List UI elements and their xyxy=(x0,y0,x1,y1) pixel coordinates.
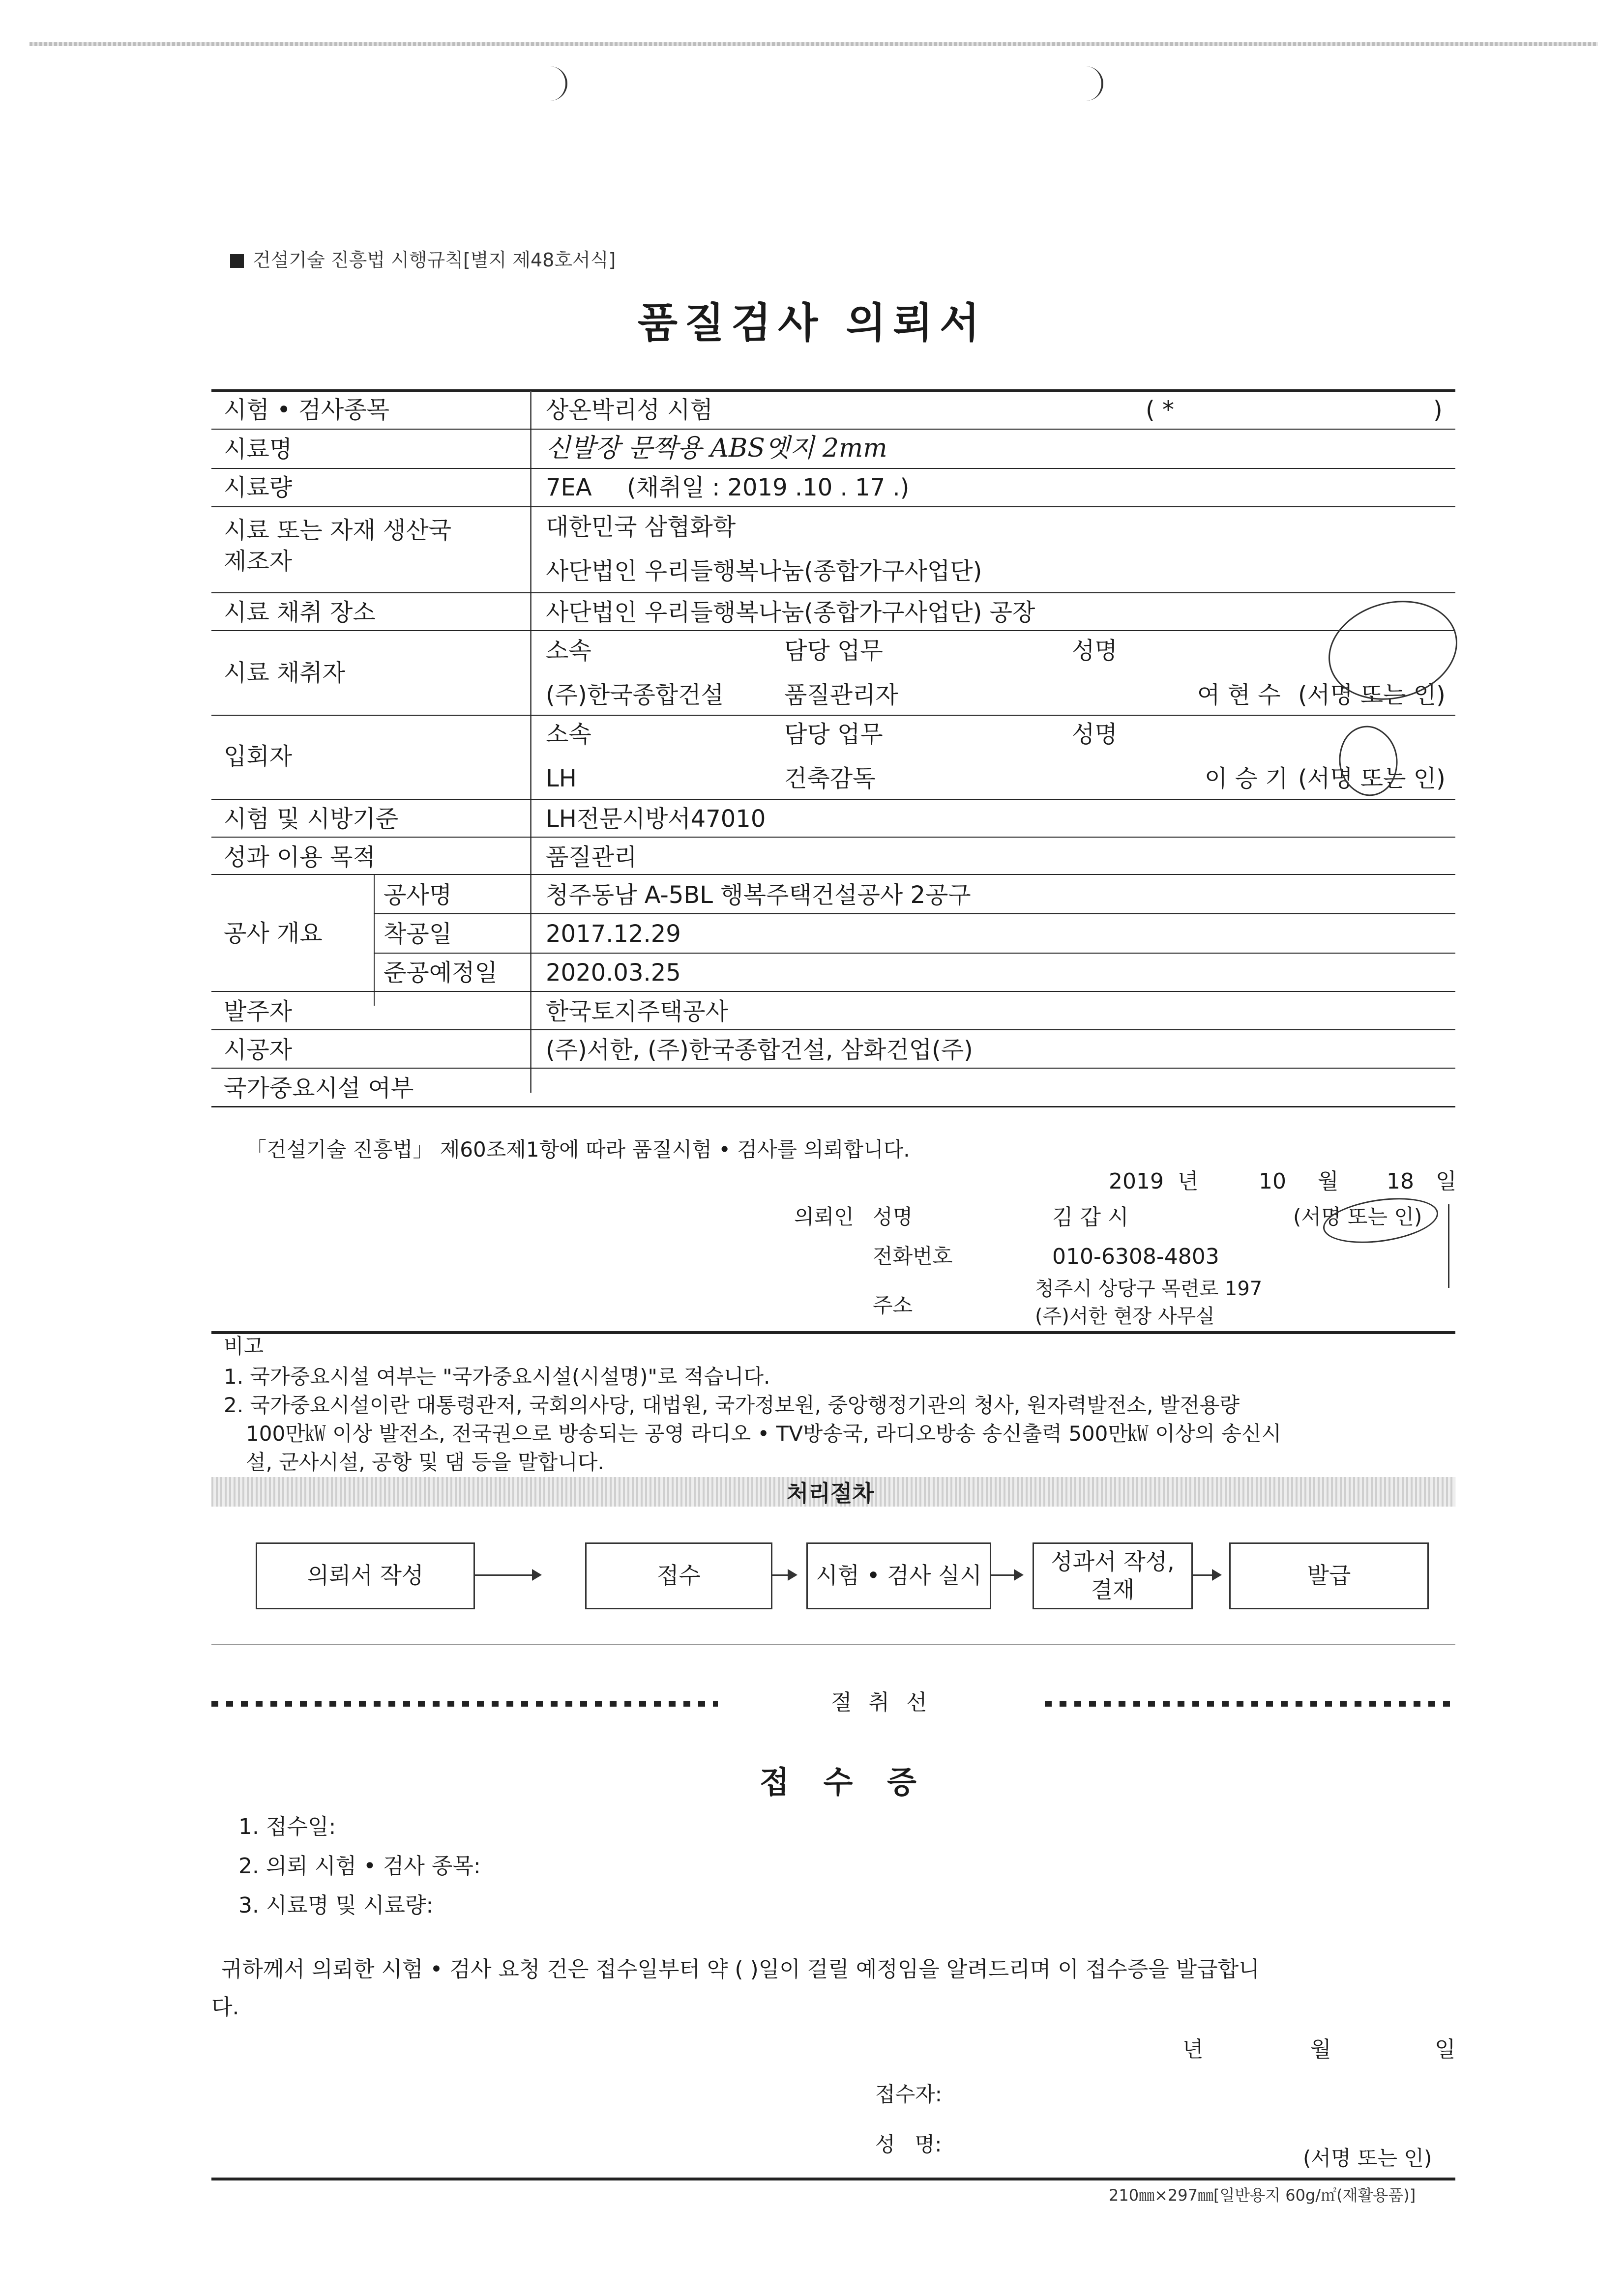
witness-label: 입회자 xyxy=(224,743,293,770)
section-divider xyxy=(211,1644,1455,1645)
witness-duty: 건축감독 xyxy=(784,765,876,792)
sampler-header-affiliation: 소속 xyxy=(546,637,591,665)
process-step-issue: 발급 xyxy=(1229,1542,1429,1609)
witness-sign-label: (서명 또는 인) xyxy=(1298,765,1446,792)
paper-spec-footer: 210㎜×297㎜[일반용지 60g/㎡(재활용품)] xyxy=(1109,2186,1416,2205)
signature-stroke xyxy=(1448,1204,1449,1288)
receiver-sign-label: (서명 또는 인) xyxy=(1303,2146,1432,2170)
request-statement: 「건설기술 진흥법」 제60조제1항에 따라 품질시험 • 검사를 의뢰합니다. xyxy=(246,1137,910,1162)
completion-date-label: 준공예정일 xyxy=(384,959,498,987)
requester-phone-label: 전화번호 xyxy=(873,1244,953,1268)
start-date-value: 2017.12.29 xyxy=(546,920,681,948)
process-step-report: 성과서 작성, 결재 xyxy=(1033,1542,1193,1609)
sampler-header-name: 성명 xyxy=(1072,637,1118,665)
cut-line-label: 절 취 선 xyxy=(831,1690,932,1715)
receipt-year-unit: 년 xyxy=(1182,2037,1204,2062)
receipt-item-test: 2. 의뢰 시험 • 검사 종목: xyxy=(238,1854,481,1879)
receipt-title: 접 수 증 xyxy=(760,1764,928,1800)
client-label: 발주자 xyxy=(224,998,293,1025)
sample-date: (채취일 : 2019 .10 . 17 .) xyxy=(627,474,910,501)
requester-address-line1: 청주시 상당구 목련로 197 xyxy=(1035,1278,1263,1300)
overview-label: 공사 개요 xyxy=(224,920,323,947)
note-2-line-3: 설, 군사시설, 공항 및 댐 등을 말합니다. xyxy=(246,1450,604,1474)
sampler-sign-label: (서명 또는 인) xyxy=(1298,681,1446,709)
location-value: 사단법인 우리들행복나눔(종합가구사업단) 공장 xyxy=(546,599,1035,626)
sample-qty-value: 7EA xyxy=(546,474,592,501)
test-item-value: 상온박리성 시험 xyxy=(546,396,713,424)
column-divider xyxy=(374,874,375,1006)
requester-phone: 010-6308-4803 xyxy=(1052,1244,1219,1269)
dashed-cut-line xyxy=(1045,1701,1455,1707)
request-day-unit: 일 xyxy=(1436,1169,1457,1194)
request-year: 2019 xyxy=(1109,1169,1164,1194)
notes-heading: 비고 xyxy=(224,1334,264,1358)
sample-name-value: 신발장 문짝용 ABS엣지 2mm xyxy=(546,434,887,463)
witness-name: 이 승 기 xyxy=(1205,765,1288,792)
table-top-border xyxy=(211,389,1455,392)
manufacturer-value: 사단법인 우리들행복나눔(종합가구사업단) xyxy=(546,557,982,585)
sampler-affiliation: (주)한국종합건설 xyxy=(546,681,724,709)
requester-address-label: 주소 xyxy=(873,1293,913,1317)
national-facility-label: 국가중요시설 여부 xyxy=(224,1075,414,1102)
arrow-right-icon xyxy=(990,1574,1022,1576)
arrow-right-icon xyxy=(473,1574,540,1576)
start-date-label: 착공일 xyxy=(384,920,452,948)
sampler-label: 시료 채취자 xyxy=(224,659,346,687)
process-step-receipt: 접수 xyxy=(585,1542,772,1609)
test-item-paren: ( * xyxy=(1146,396,1174,424)
square-bullet-icon xyxy=(230,254,244,268)
receipt-item-date: 1. 접수일: xyxy=(238,1814,336,1839)
witness-header-affiliation: 소속 xyxy=(546,721,591,748)
request-day: 18 xyxy=(1387,1169,1414,1194)
requester-address-line2: (주)서한 현장 사무실 xyxy=(1035,1305,1215,1328)
document-title: 품질검사 의뢰서 xyxy=(637,299,987,347)
form-reference: 건설기술 진흥법 시행규칙[별지 제48호서식] xyxy=(230,245,616,272)
test-item-paren-close: ) xyxy=(1433,396,1443,424)
binding-hole-mark xyxy=(536,66,567,101)
project-name-label: 공사명 xyxy=(384,881,452,909)
contractor-label: 시공자 xyxy=(224,1036,293,1064)
binding-hole-mark xyxy=(1072,66,1103,101)
manufacturer-label: 제조자 xyxy=(224,548,293,575)
arrow-right-icon xyxy=(1191,1574,1220,1576)
request-year-unit: 년 xyxy=(1178,1169,1199,1194)
witness-header-duty: 담당 업무 xyxy=(784,721,883,748)
location-label: 시료 채취 장소 xyxy=(224,599,376,626)
origin-label: 시료 또는 자재 생산국 xyxy=(224,517,452,544)
request-month: 10 xyxy=(1259,1169,1286,1194)
process-step-request: 의뢰서 작성 xyxy=(256,1542,475,1609)
requester-sign-label: (서명 또는 인) xyxy=(1293,1205,1422,1229)
note-2-line-1: 2. 국가중요시설이란 대통령관저, 국회의사당, 대법원, 국가정보원, 중앙행정기관의 청사, 원자력발전소, 발전용량 xyxy=(224,1393,1240,1417)
receipt-body-line-1: 귀하께서 의뢰한 시험 • 검사 요청 건은 접수일부터 약 ( )일이 걸릴 예정임을 알려드리며 이 접수증을 발급합니 xyxy=(221,1957,1260,1982)
note-2-line-2: 100만㎾ 이상 발전소, 전국권으로 방송되는 공영 라디오 • TV방송국, 라디오방송 송신출력 500만㎾ 이상의 송신시 xyxy=(246,1422,1282,1446)
witness-affiliation: LH xyxy=(546,765,577,792)
test-item-label: 시험 • 검사종목 xyxy=(224,396,390,424)
origin-value: 대한민국 삼협화학 xyxy=(546,513,736,541)
requester-label: 의뢰인 xyxy=(794,1205,854,1229)
method-label: 시험 및 시방기준 xyxy=(224,805,399,833)
receipt-item-sample: 3. 시료명 및 시료량: xyxy=(238,1893,434,1918)
dashed-cut-line xyxy=(211,1701,718,1707)
receiver-name-label: 성 명: xyxy=(875,2132,942,2156)
sample-qty-label: 시료량 xyxy=(224,474,293,501)
method-value: LH전문시방서47010 xyxy=(546,805,766,833)
sampler-duty: 품질관리자 xyxy=(784,681,898,709)
request-month-unit: 월 xyxy=(1318,1169,1339,1194)
sampler-header-duty: 담당 업무 xyxy=(784,637,883,665)
receipt-day-unit: 일 xyxy=(1435,2037,1456,2062)
sampler-name: 여 현 수 xyxy=(1197,681,1281,709)
process-heading: 처리절차 xyxy=(787,1480,874,1507)
requester-name: 김 갑 시 xyxy=(1052,1205,1129,1230)
client-value: 한국토지주택공사 xyxy=(546,998,728,1025)
receiver-label: 접수자: xyxy=(875,2082,942,2106)
purpose-label: 성과 이용 목적 xyxy=(224,843,376,871)
section-divider xyxy=(211,1331,1455,1334)
purpose-value: 품질관리 xyxy=(546,843,637,871)
handwritten-signature xyxy=(1320,1192,1441,1250)
column-divider xyxy=(530,391,531,1093)
process-step-testing: 시험 • 검사 실시 xyxy=(806,1542,991,1609)
requester-name-label: 성명 xyxy=(873,1205,913,1229)
sample-name-label: 시료명 xyxy=(224,436,293,463)
scan-edge xyxy=(30,42,1598,46)
project-name-value: 청주동남 A-5BL 행복주택건설공사 2공구 xyxy=(546,881,971,909)
receipt-month-unit: 월 xyxy=(1310,2037,1331,2062)
arrow-right-icon xyxy=(771,1574,796,1576)
completion-date-value: 2020.03.25 xyxy=(546,959,681,987)
note-1: 1. 국가중요시설 여부는 "국가중요시설(시설명)"로 적습니다. xyxy=(224,1365,770,1389)
contractor-value: (주)서한, (주)한국종합건설, 삼화건업(주) xyxy=(546,1036,973,1064)
receipt-body-line-2: 다. xyxy=(211,1995,239,2020)
witness-header-name: 성명 xyxy=(1072,721,1118,748)
bottom-border xyxy=(211,2178,1455,2180)
